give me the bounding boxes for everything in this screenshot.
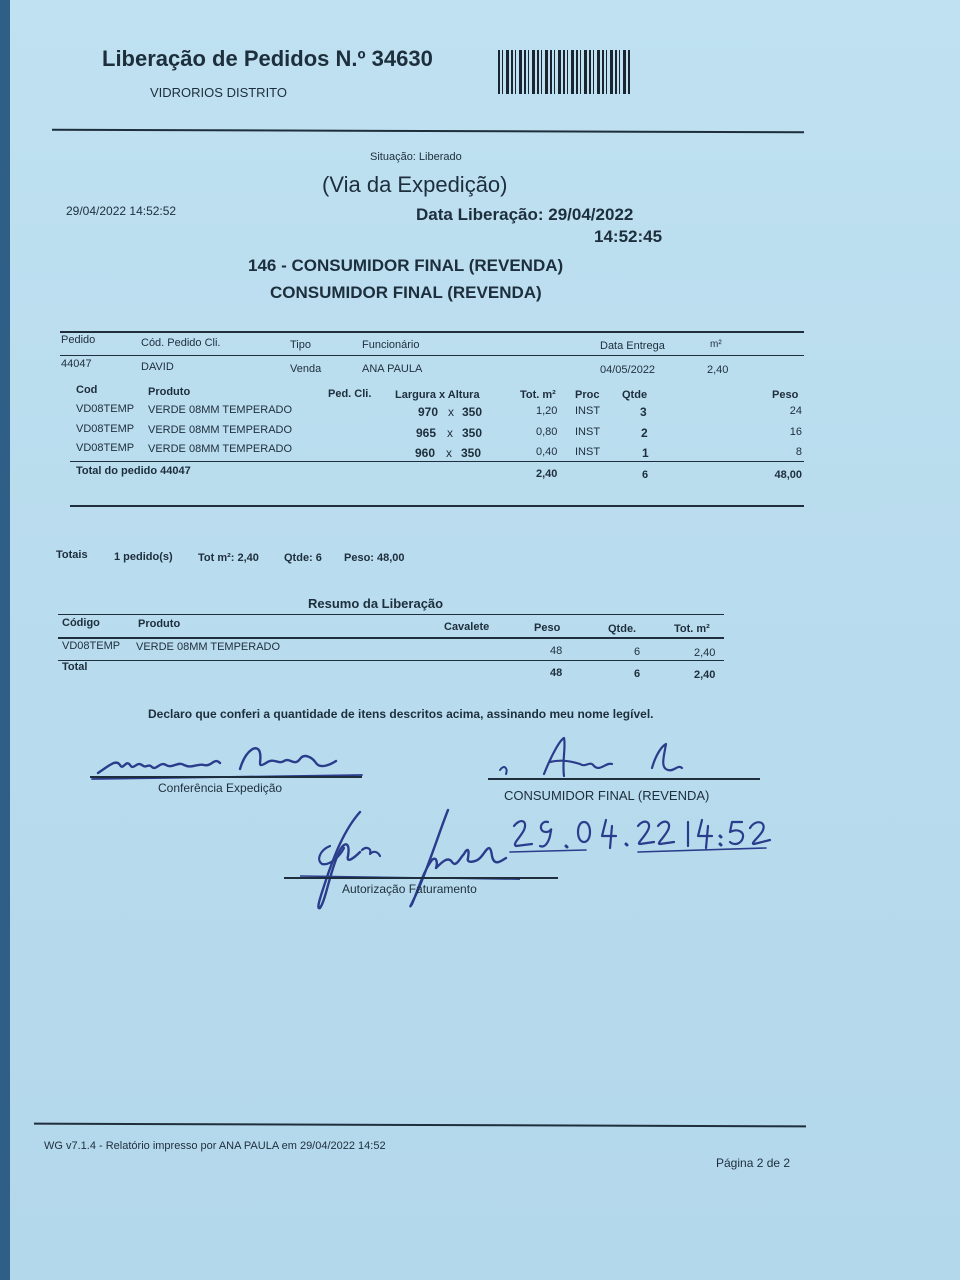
situacao-text: Situação: Liberado — [370, 151, 462, 163]
order-bottom-line — [70, 505, 804, 507]
item-qtde: 3 — [640, 405, 647, 419]
item-peso: 16 — [789, 426, 802, 438]
item-peso: 8 — [795, 446, 802, 458]
val-funcionario: ANA PAULA — [362, 363, 423, 375]
item-produto: VERDE 08MM TEMPERADO — [148, 424, 293, 436]
totais-m2: Tot m²: 2,40 — [198, 552, 259, 564]
resumo-peso: 48 — [550, 645, 563, 657]
item-altura: 350 — [461, 446, 482, 460]
col-data-entrega: Data Entrega — [600, 340, 665, 352]
resumo-total-label: Total — [62, 661, 88, 673]
col-tipo: Tipo — [290, 339, 311, 351]
order-total-peso: 48,00 — [774, 469, 802, 481]
val-cod-pedido: DAVID — [141, 361, 174, 373]
item-qtde: 1 — [642, 446, 649, 460]
conferencia-line — [90, 776, 362, 778]
via-title: (Via da Expedição) — [322, 172, 508, 197]
item-col-proc: Proc — [575, 389, 600, 401]
col-cod-pedido: Cód. Pedido Cli. — [141, 337, 221, 349]
handwritten-date-icon — [506, 812, 776, 862]
consumidor-label: CONSUMIDOR FINAL (REVENDA) — [504, 788, 710, 803]
consumidor-line — [488, 778, 760, 780]
item-col-produto: Produto — [148, 386, 191, 398]
order-total-label: Total do pedido 44047 — [76, 465, 191, 477]
footer-page: Página 2 de 2 — [716, 1156, 791, 1170]
document-page — [10, 0, 960, 1280]
resumo-col-peso: Peso — [534, 622, 561, 634]
item-col-cod: Cod — [76, 384, 98, 396]
conferencia-label: Conferência Expedição — [158, 781, 283, 795]
item-x: x — [446, 446, 452, 460]
document-title: Liberação de Pedidos N.º 34630 — [102, 46, 433, 71]
resumo-col-tot-m2: Tot. m² — [674, 623, 710, 635]
resumo-qtde: 6 — [634, 646, 641, 658]
item-col-dim: Largura x Altura — [395, 389, 480, 401]
item-produto: VERDE 08MM TEMPERADO — [148, 404, 293, 416]
header-divider — [52, 129, 804, 134]
item-col-ped-cli: Ped. Cli. — [328, 388, 372, 400]
item-cod: VD08TEMP — [76, 442, 135, 454]
val-tipo: Venda — [290, 363, 322, 375]
totais-peso: Peso: 48,00 — [344, 552, 405, 564]
item-tot-m2: 0,40 — [536, 446, 558, 458]
val-data-entrega: 04/05/2022 — [600, 364, 656, 376]
resumo-header-line — [58, 637, 724, 639]
item-proc: INST — [575, 426, 601, 438]
item-altura: 350 — [462, 405, 483, 419]
resumo-produto: VERDE 08MM TEMPERADO — [136, 641, 281, 653]
signature-consumidor-icon — [494, 734, 694, 784]
item-qtde: 2 — [641, 426, 648, 440]
total-line — [70, 461, 804, 462]
print-datetime: 29/04/2022 14:52:52 — [66, 204, 177, 218]
col-funcionario: Funcionário — [362, 339, 420, 351]
item-produto: VERDE 08MM TEMPERADO — [148, 443, 293, 455]
item-altura: 350 — [462, 426, 483, 440]
declaration-text: Declaro que conferi a quantidade de itens descritos acima, assinando meu nome legível. — [148, 707, 654, 721]
col-m2: m² — [710, 339, 722, 350]
totais-qtde: Qtde: 6 — [284, 552, 322, 564]
resumo-total-line — [58, 660, 724, 661]
item-col-tot-m2: Tot. m² — [520, 389, 556, 401]
resumo-col-qtde: Qtde. — [608, 623, 637, 635]
resumo-col-cavalete: Cavalete — [444, 621, 490, 633]
company-name: VIDRORIOS DISTRITO — [150, 85, 287, 100]
col-pedido: Pedido — [61, 334, 96, 346]
item-tot-m2: 0,80 — [536, 426, 558, 438]
item-largura: 970 — [418, 405, 439, 419]
item-largura: 960 — [415, 446, 436, 460]
item-cod: VD08TEMP — [76, 403, 135, 415]
item-x: x — [448, 405, 454, 419]
footer-printed-by: WG v7.1.4 - Relatório impresso por ANA PAULA em 29/04/2022 14:52 — [44, 1140, 386, 1152]
barcode-icon — [498, 50, 630, 94]
item-proc: INST — [575, 446, 601, 458]
resumo-title: Resumo da Liberação — [308, 596, 444, 611]
resumo-tot-m2: 2,40 — [694, 647, 716, 659]
resumo-top-line — [58, 614, 724, 615]
val-m2: 2,40 — [707, 364, 729, 376]
data-liberacao-time: 14:52:45 — [594, 227, 663, 246]
item-col-qtde: Qtde — [622, 389, 648, 401]
item-tot-m2: 1,20 — [536, 405, 558, 417]
footer-line — [34, 1123, 806, 1128]
item-peso: 24 — [789, 405, 802, 417]
item-col-peso: Peso — [772, 389, 799, 401]
totais-label: Totais — [56, 549, 88, 561]
order-total-qtde: 6 — [642, 469, 649, 481]
client-line-1: 146 - CONSUMIDOR FINAL (REVENDA) — [248, 256, 564, 275]
item-x: x — [447, 426, 453, 440]
item-largura: 965 — [416, 426, 437, 440]
resumo-total-peso: 48 — [550, 667, 563, 679]
client-line-2: CONSUMIDOR FINAL (REVENDA) — [270, 283, 542, 302]
resumo-total-tot-m2: 2,40 — [694, 669, 716, 681]
order-top-line — [60, 331, 804, 333]
order-total-m2: 2,40 — [536, 468, 558, 480]
item-proc: INST — [575, 405, 601, 417]
autorizacao-line — [284, 877, 558, 879]
resumo-total-qtde: 6 — [634, 668, 641, 680]
resumo-col-codigo: Código — [62, 617, 100, 629]
val-pedido: 44047 — [61, 358, 92, 370]
totais-pedidos: 1 pedido(s) — [114, 551, 173, 563]
order-header-line — [60, 355, 804, 356]
item-cod: VD08TEMP — [76, 423, 135, 435]
resumo-col-produto: Produto — [138, 618, 181, 630]
signature-autorizacao-icon — [300, 800, 520, 920]
resumo-codigo: VD08TEMP — [62, 640, 121, 652]
data-liberacao: Data Liberação: 29/04/2022 — [416, 205, 634, 224]
autorizacao-label: Autorização Faturamento — [342, 882, 477, 896]
